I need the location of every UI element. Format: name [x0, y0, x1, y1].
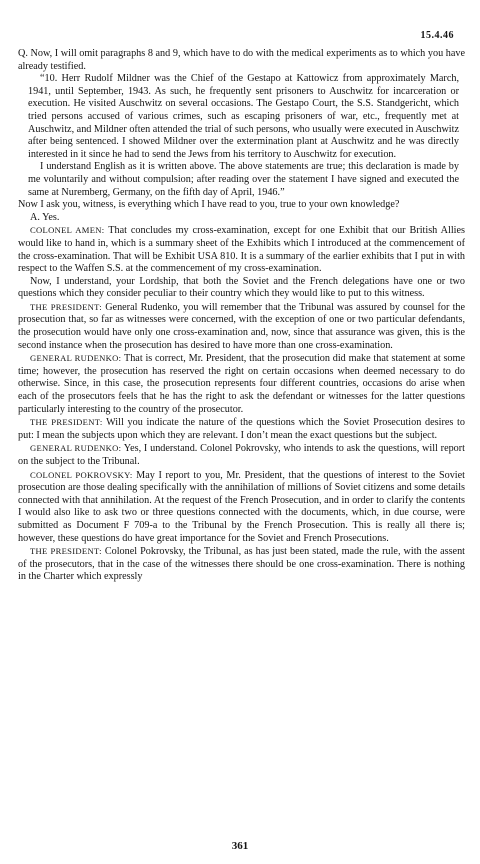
affidavit-quote: [18, 73, 465, 199]
speaker-label: COLONEL AMEN:: [30, 225, 105, 236]
speech-paragraph: [18, 545, 465, 584]
paragraph-text: Will you indicate the nature of the questions which the Soviet Prosecution desires to put: I mean the subjects upon which they are relevant. I don’t mean the exact questions but the subject.: [18, 417, 465, 441]
speaker-label: THE PRESIDENT:: [30, 546, 102, 557]
speaker-label: COLONEL POKROVSKY:: [30, 469, 133, 480]
paragraph-text: That concludes my cross-examination, except for one Exhibit that our British Allies would like to hand in, which is a summary sheet of the Exhibits which I introduced at the commencement of the cross-examination. That will be Exhibit USA 810. It is a summary of the earlier exhibits that I put in with respect to the Waffen S.S. at the commencement of my cross-examination.: [18, 225, 465, 275]
paragraph-text: That is correct, Mr. President, that the prosecution did make that statement at some time; however, the prosecution has reserved the right on certain occasions when deemed necessary to do otherwise. Since, in this case, the prosecution represents four different countries, occasions do arise when each of the prosecutors feels that he has the right to ask the defendant or witnesses for the latter questions particularly interesting to the country of the prosecutor.: [18, 353, 465, 415]
page-number: 361: [231, 840, 249, 852]
speech-paragraph: [18, 224, 465, 275]
speech-paragraph: [18, 469, 465, 546]
page-date: 15.4.46: [420, 30, 454, 41]
speaker-label: A.: [30, 211, 40, 223]
paragraph-text: May I report to you, Mr. President, that the questions of interest to the Soviet prosecution are those dealing specifically with the annihilation of millions of Soviet citizens and some details connected with that annihilation. At the request of the French Prosecution, and in order to clarify the contents I would also like to ask two or three questions connected with the documents, which, in due course, were submitted as Document F 709-a to the Tribunal by the French Prosecution. This is really all there is; however, these questions do have great importance for the Soviet and French Prosecutions.: [18, 469, 465, 544]
speech-paragraph: [18, 352, 465, 416]
speaker-label: GENERAL RUDENKO:: [30, 353, 122, 364]
speech-paragraph: [18, 301, 465, 352]
speaker-label: THE PRESIDENT:: [30, 417, 103, 428]
paragraph-text: Colonel Pokrovsky, the Tribunal, as has just been stated, made the rule, with the assent of the prosecutors, that in the case of the witnesses there should be one cross-examination. There is nothing in the Charter which expressly: [18, 546, 466, 583]
transcript-body: [18, 48, 465, 584]
quote-paragraph: “10. Herr Rudolf Mildner was the Chief of the Gestapo at Kattowicz from approximately March, 1941, until September, 1943. As such, he frequently sent prisoners to Auschwitz for incarceration or execution. He visited Auschwitz on several occasions. The Gestapo Court, the S.S. Standgericht, which tried persons accused of various crimes, such as escaping prisoners of war, etc., frequently met at Auschwitz, and Mildner often attended the trial of such persons, who usually were executed in Auschwitz after being sentenced. I showed Mildner over the extermination plant at Auschwitz and he was directly interested in it since he had to send the Jews from his territory to Auschwitz for execution.: [28, 73, 459, 160]
speaker-label: GENERAL RUDENKO:: [30, 443, 122, 454]
quote-paragraph: I understand English as it is written above. The above statements are true; this declaration is made by me voluntarily and without compulsion; after reading over the statement I have signed and executed the same at Nuremberg, Germany, on the fifth day of April, 1946.”: [28, 161, 459, 198]
question-paragraph: Now I ask you, witness, is everything which I have read to you, true to your own knowledge?: [18, 199, 400, 211]
speech-paragraph: [18, 416, 465, 442]
question-paragraph: [18, 48, 465, 73]
speaker-label: Q.: [18, 48, 28, 59]
speaker-label: THE PRESIDENT:: [30, 301, 102, 312]
paragraph-text: Now, I will omit paragraphs 8 and 9, which have to do with the medical experiments as to which you have already testified.: [18, 48, 465, 72]
paragraph-text: General Rudenko, you will remember that the Tribunal was assured by counsel for the prosecution that, so far as witnesses were concerned, with the exception of one or two particular defendants, the prosecution would have only one cross-examination and, now, since that assurance was given, this is the second instance when the prosecution has desired to have more than one cross-examination.: [18, 301, 466, 351]
speech-paragraph: Now, I understand, your Lordship, that both the Soviet and the French delegations have one or two questions which they consider peculiar to their country which they would like to put to this witness.: [18, 275, 465, 300]
paragraph-text: Yes.: [42, 211, 60, 223]
speech-paragraph: [18, 442, 465, 468]
answer-paragraph: [18, 212, 465, 225]
paragraph-text: Yes, I understand. Colonel Pokrovsky, who intends to ask the questions, will report on the subject to the Tribunal.: [18, 443, 465, 467]
